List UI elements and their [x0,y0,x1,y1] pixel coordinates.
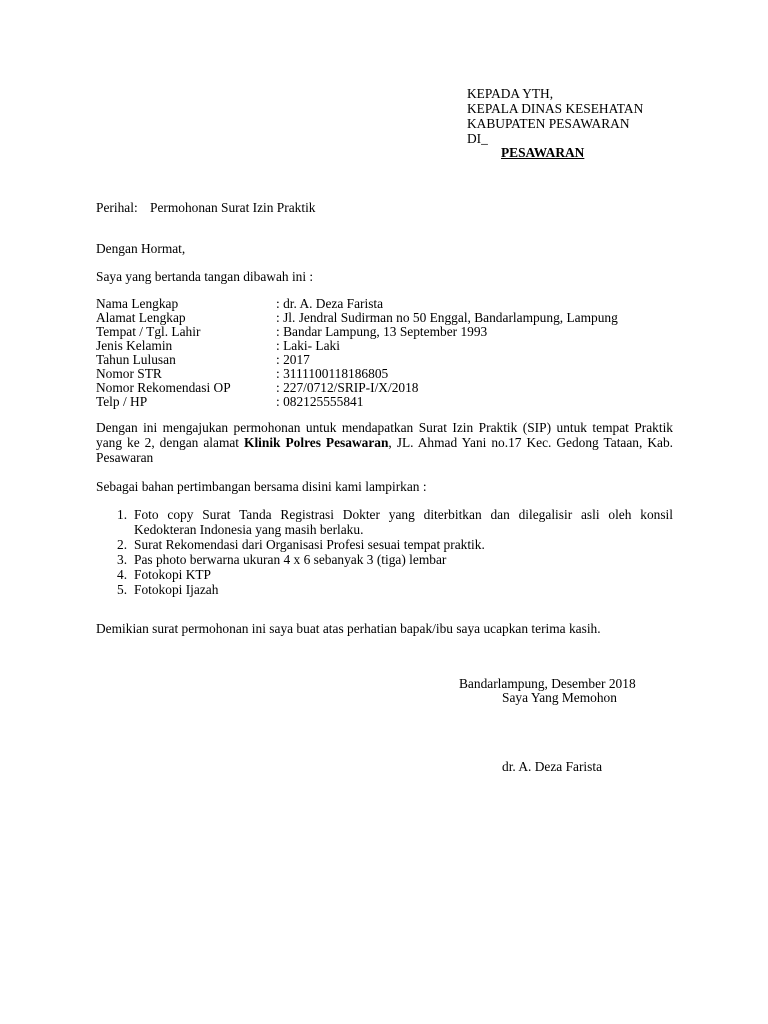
field-value: : 3111100118186805 [276,366,389,381]
field-row [96,297,618,311]
field-row [96,367,618,381]
signature-applicant-label: Saya Yang Memohon [502,690,617,705]
recipient-line: KABUPATEN PESAWARAN [467,116,630,131]
list-item-number: 4. [117,567,128,582]
list-item-text: Foto copy Surat Tanda Registrasi Dokter yang diterbitkan dan dilegalisir asli oleh konsil Kedokteran Indonesia yang masih berlaku. [134,507,673,537]
intro-text: Saya yang bertanda tangan dibawah ini : [96,269,314,284]
field-label: Nomor Rekomendasi OP [96,380,231,395]
recipient-destination: PESAWARAN [501,145,585,160]
list-item-text: Pas photo berwarna ukuran 4 x 6 sebanyak 3 (tiga) lembar [134,552,447,567]
field-row [96,353,618,367]
field-label: Nomor STR [96,366,162,381]
list-item [96,567,673,582]
request-paragraph [96,420,673,465]
salutation: Dengan Hormat, [96,241,186,256]
attachments-list [96,507,673,597]
field-value: : Jl. Jendral Sudirman no 50 Enggal, Bandarlampung, Lampung [276,310,618,325]
list-item [96,507,673,537]
subject-line [96,200,316,215]
recipient-line: KEPADA YTH, [467,86,554,101]
field-row [96,339,618,353]
signature-place-date: Bandarlampung, Desember 2018 [459,676,636,691]
applicant-fields [96,297,618,409]
closing-paragraph: Demikian surat permohonan ini saya buat atas perhatian bapak/ibu saya ucapkan terima kasih. [96,621,601,636]
list-item-text: Fotokopi KTP [134,567,212,582]
recipient-line: KEPALA DINAS KESEHATAN [467,101,644,116]
list-item-text: Surat Rekomendasi dari Organisasi Profesi sesuai tempat praktik. [134,537,485,552]
request-text-after: , JL. Ahmad Yani no.17 Kec. Gedong Tataan, Kab. Pesawaran [96,435,673,465]
field-row [96,381,618,395]
list-item [96,537,673,552]
field-row [96,311,618,325]
field-value: : 2017 [276,352,310,367]
list-item [96,552,673,567]
field-label: Telp / HP [96,394,148,409]
field-value: : Laki- Laki [276,338,340,353]
request-text-before: Dengan ini mengajukan permohonan untuk mendapatkan Surat Izin Praktik (SIP) untuk tempat Praktik yang ke 2, dengan alamat [96,420,673,450]
field-value: : 227/0712/SRIP-I/X/2018 [276,380,419,395]
list-item-text: Fotokopi Ijazah [134,582,219,597]
signature-name: dr. A. Deza Farista [502,759,603,774]
list-item-number: 1. [117,507,128,522]
clinic-name: Klinik Polres Pesawaran [244,435,389,450]
field-value: : dr. A. Deza Farista [276,296,384,311]
field-label: Jenis Kelamin [96,338,173,353]
field-row [96,395,618,409]
subject-label: Perihal [96,200,134,215]
subject-colon: : [134,200,138,215]
field-row [96,325,618,339]
field-label: Nama Lengkap [96,296,179,311]
list-item-number: 2. [117,537,128,552]
recipient-line: DI_ [467,131,488,146]
attachments-intro: Sebagai bahan pertimbangan bersama disini kami lampirkan : [96,479,427,494]
field-value: : 082125555841 [276,394,364,409]
field-label: Tempat / Tgl. Lahir [96,324,201,339]
list-item-number: 3. [117,552,128,567]
list-item [96,582,673,597]
field-label: Tahun Lulusan [96,352,176,367]
field-value: : Bandar Lampung, 13 September 1993 [276,324,488,339]
field-label: Alamat Lengkap [96,310,186,325]
subject-text: Permohonan Surat Izin Praktik [150,200,316,215]
list-item-number: 5. [117,582,128,597]
recipient-address [467,86,643,146]
